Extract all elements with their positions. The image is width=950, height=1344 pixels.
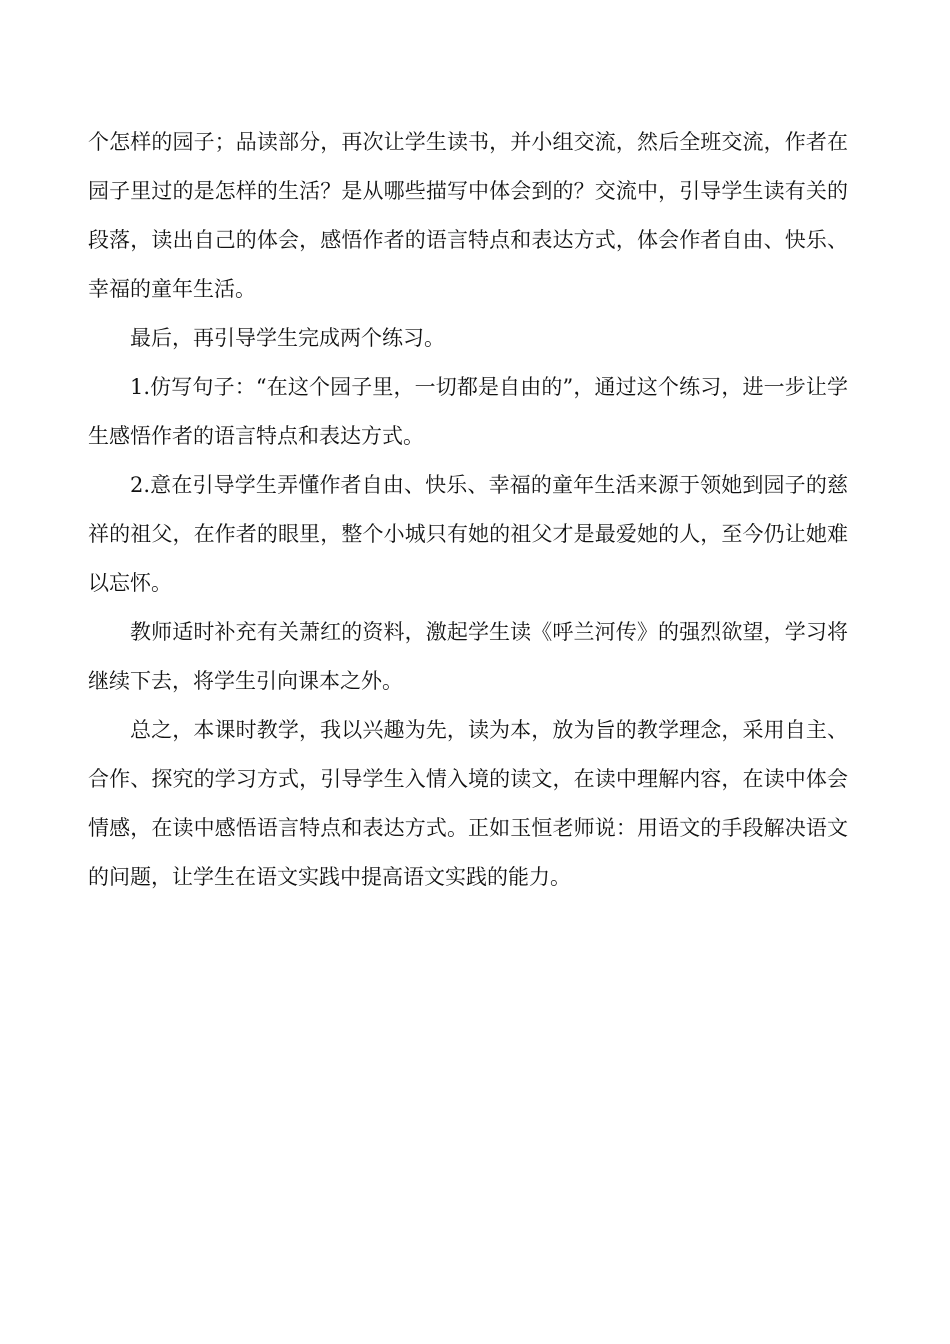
document-body [88, 118, 848, 902]
paragraph-final-exercises-intro: 最后，再引导学生完成两个练习。 [130, 326, 445, 350]
paragraph-exercise-2: 2.意在引导学生弄懂作者自由、快乐、幸福的童年生活来源于领她到园子的慈祥的祖父，在作者的眼里，整个小城只有她的祖父才是最爱她的人，至今仍让她难以忘怀。 [88, 473, 848, 595]
paragraph-continuation: 个怎样的园子；品读部分，再次让学生读书，并小组交流，然后全班交流，作者在园子里过的是怎样的生活？是从哪些描写中体会到的？交流中，引导学生读有关的段落，读出自己的体会，感悟作者的语言特点和表达方式，体会作者自由、快乐、幸福的童年生活。 [88, 130, 848, 301]
paragraph-summary: 总之，本课时教学，我以兴趣为先，读为本，放为旨的教学理念，采用自主、合作、探究的学习方式，引导学生入情入境的读文，在读中理解内容，在读中体会情感，在读中感悟语言特点和表达方式。正如玉恒老师说：用语文的手段解决语文的问题，让学生在语文实践中提高语文实践的能力。 [88, 718, 848, 889]
paragraph-teacher-supplement: 教师适时补充有关萧红的资料，激起学生读《呼兰河传》的强烈欲望，学习将继续下去，将学生引向课本之外。 [88, 620, 848, 693]
paragraph-exercise-1: 1.仿写句子：“在这个园子里，一切都是自由的”，通过这个练习，进一步让学生感悟作者的语言特点和表达方式。 [88, 375, 848, 448]
